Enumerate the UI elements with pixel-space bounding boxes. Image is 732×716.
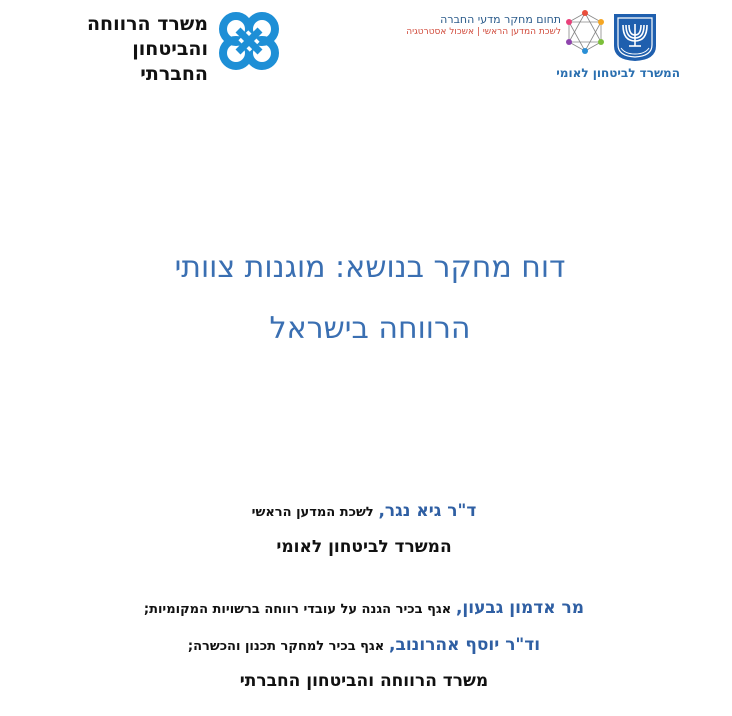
welfare-logo-icon <box>216 10 282 72</box>
author1-role: לשכת המדען הראשי <box>251 505 374 520</box>
report-title-line2: הרווחה בישראל <box>269 311 471 346</box>
author2-role: אגף בכיר הגנה על עובדי רווחה ברשויות המקומיות; <box>143 602 452 617</box>
author2-name: מר אדמון גבעון <box>462 598 585 618</box>
science-unit-line2: לשכת המדען הראשי | אשכול אסטרטגיה <box>406 27 561 37</box>
welfare-ministry-line2: והביטחון החברתי <box>132 38 208 85</box>
science-unit-label <box>405 14 561 38</box>
comma: , <box>455 598 463 618</box>
author3-name: וד"ר יוסף אהרונוב <box>395 635 541 655</box>
welfare-ministry-line1: משרד הרווחה <box>86 13 208 35</box>
org1-name: המשרד לביטחון לאומי <box>276 537 452 557</box>
menorah-emblem-icon <box>612 12 658 62</box>
author-line-2 <box>40 598 688 618</box>
welfare-ministry-name <box>60 12 208 87</box>
national-insurance-label: המשרד לביטחון לאומי <box>556 66 680 80</box>
comma: , <box>378 501 385 521</box>
report-title-line1: דוח מחקר בנושא: מוגנות צוותי <box>174 250 566 285</box>
author-line-3 <box>40 635 688 655</box>
network-hexagon-icon <box>563 10 607 54</box>
author1-name: ד"ר גיא נגר <box>384 501 477 521</box>
author-line-1 <box>40 501 688 521</box>
science-unit-line1: תחום מחקר מדעי החברה <box>440 13 561 26</box>
author3-role: אגף בכיר למחקר תכנון והכשרה; <box>187 639 385 654</box>
org2-name: משרד הרווחה והביטחון החברתי <box>239 671 489 691</box>
comma: , <box>388 635 396 655</box>
